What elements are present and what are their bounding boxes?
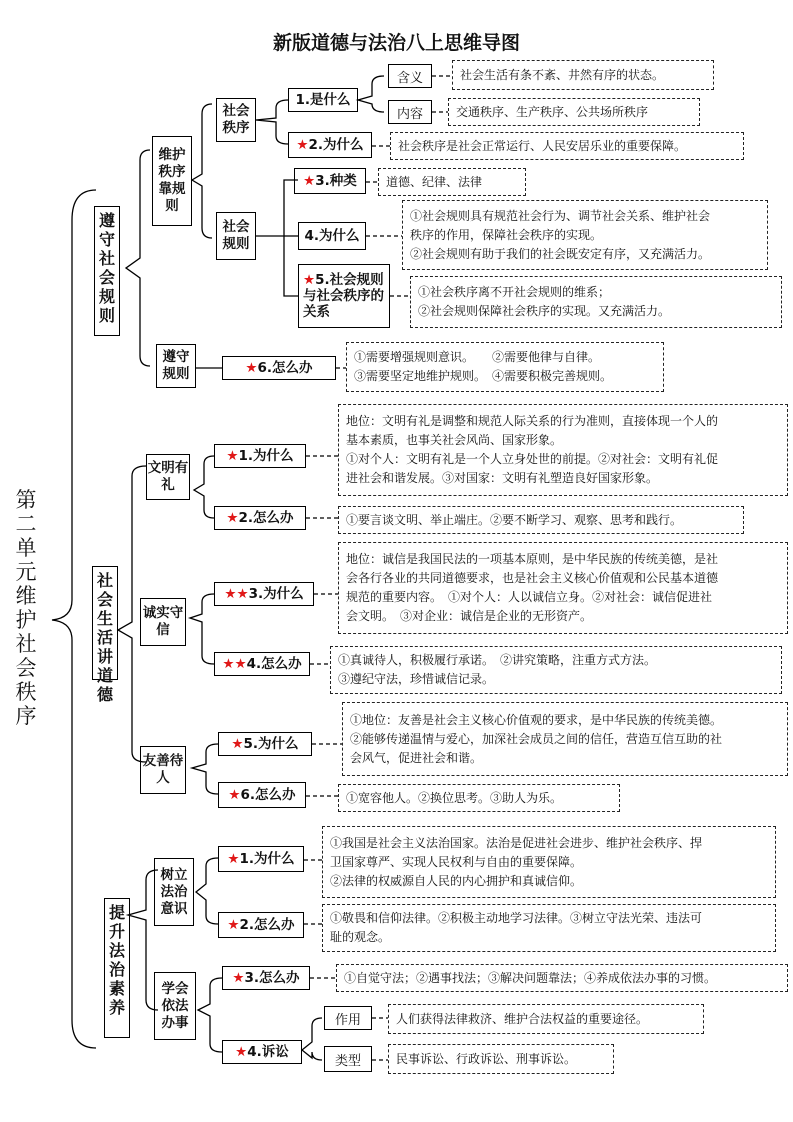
subgroup-social-order: 社会秩序: [216, 98, 256, 142]
detail-law-why: ①我国是社会主义法治国家。法治是促进社会进步、维护社会秩序、捍 卫国家尊严、实现人民权利与自由的重要保障。 ②法律的权威源自人民的内心拥护和真诚信仰。: [322, 826, 776, 898]
q-act-how: ★ 3.怎么办: [222, 966, 310, 990]
detail-relation: ①社会秩序离不开社会规则的维系； ②社会规则保障社会秩序的实现。又充满活力。: [410, 276, 782, 328]
detail-kindness-how: ①宽容他人。②换位思考。③助人为乐。: [338, 784, 620, 812]
section-obey-rules: 遵守社会规则: [94, 206, 120, 336]
detail-content: 交通秩序、生产秩序、公共场所秩序: [448, 98, 700, 126]
group-law-awareness: 树立法治意识: [154, 858, 194, 926]
q-kindness-why: ★ 5.为什么: [218, 732, 312, 756]
star-icon: ★: [231, 736, 244, 752]
label-meaning: 含义: [388, 64, 432, 88]
q-how-obey: ★ 6.怎么办: [222, 356, 336, 380]
group-order-by-rules: 维护秩序靠规则: [152, 136, 192, 226]
detail-civility-how: ①要言谈文明、举止端庄。②要不断学习、观察、思考和践行。: [338, 506, 744, 534]
q-relation: ★5.社会规则与社会秩序的关系: [298, 264, 390, 328]
group-obey-rules: 遵守规则: [156, 344, 196, 388]
label-content: 内容: [388, 100, 432, 124]
detail-meaning: 社会生活有条不紊、井然有序的状态。: [452, 60, 714, 90]
q-honesty-why: ★★ 3.为什么: [214, 582, 314, 606]
q-types: ★ 3.种类: [294, 168, 366, 194]
root-unit-label: 第二单元 维护社会秩序: [15, 488, 37, 728]
detail-rules-why: ①社会规则具有规范社会行为、调节社会关系、维护社会 秩序的作用，保障社会秩序的实现。 ②社会规则有助于我们的社会既安定有序，又充满活力。: [402, 200, 768, 270]
detail-types: 道德、纪律、法律: [378, 168, 526, 196]
star-icon: ★: [303, 173, 316, 189]
page-title: 新版道德与法治八上思维导图: [272, 32, 520, 54]
detail-act-how: ①自觉守法；②遇事找法；③解决问题靠法；④养成依法办事的习惯。: [336, 964, 788, 992]
q-why-order: ★ 2.为什么: [288, 132, 372, 158]
group-civility: 文明有礼: [146, 454, 190, 500]
detail-order-why: 社会秩序是社会正常运行、人民安居乐业的重要保障。: [390, 132, 744, 160]
q-what-is: 1.是什么: [288, 88, 358, 112]
star-icon: ★: [226, 510, 239, 526]
star-icon: ★: [226, 448, 239, 464]
detail-law-how: ①敬畏和信仰法律。②积极主动地学习法律。③树立守法光荣、违法可 耻的观念。: [322, 904, 776, 952]
label-function: 作用: [324, 1006, 372, 1030]
q-law-why: ★ 1.为什么: [218, 846, 304, 872]
star-icon: ★: [227, 917, 240, 933]
label-type: 类型: [324, 1046, 372, 1072]
detail-litigation-function: 人们获得法律救济、维护合法权益的重要途径。: [388, 1004, 704, 1034]
star-icon: ★: [296, 137, 309, 153]
detail-civility-why: 地位：文明有礼是调整和规范人际关系的行为准则，直接体现一个人的 基本素质，也事关社会风尚、国家形象。 ①对个人：文明有礼是一个人立身处世的前提。②对社会：文明有礼促 进社会和谐发展。③对国家：文明有礼塑造良好国家形象。: [338, 404, 788, 496]
star-icon: ★: [235, 1044, 248, 1060]
q-civility-why: ★ 1.为什么: [214, 444, 306, 468]
section-rule-of-law: 提升法治素养: [104, 898, 130, 1038]
detail-litigation-type: 民事诉讼、行政诉讼、刑事诉讼。: [388, 1044, 614, 1074]
detail-obey-how: ①需要增强规则意识。 ②需要他律与自律。 ③需要坚定地维护规则。 ④需要积极完善规则。: [346, 342, 664, 392]
group-kindness: 友善待人: [140, 746, 186, 794]
star-icon: ★: [227, 851, 240, 867]
q-litigation: ★ 4.诉讼: [222, 1040, 302, 1064]
section-social-morality: 社会生活讲道德: [92, 566, 118, 680]
detail-honesty-how: ①真诚待人，积极履行承诺。 ②讲究策略，注重方式方法。 ③遵纪守法，珍惜诚信记录。: [330, 646, 782, 694]
q-kindness-how: ★ 6.怎么办: [218, 782, 306, 808]
star-icon: ★: [245, 360, 258, 376]
q-why-rules: 4.为什么: [298, 222, 366, 250]
star-icon: ★: [232, 970, 245, 986]
subgroup-social-rules: 社会规则: [216, 212, 256, 260]
group-honesty: 诚实守信: [140, 598, 186, 646]
star-icon: ★: [228, 787, 241, 803]
star-icon: ★★: [224, 586, 249, 602]
detail-honesty-why: 地位：诚信是我国民法的一项基本原则，是中华民族的传统美德，是社 会各行各业的共同道德要求，也是社会主义核心价值观和公民基本道德 规范的重要内容。 ①对个人：人以诚信立身。②对社会：诚信促进社 会文明。 ③对企业：诚信是企业的无形资产。: [338, 542, 788, 634]
group-act-by-law: 学会依法办事: [154, 972, 196, 1040]
star-icon: ★: [303, 272, 316, 288]
detail-kindness-why: ①地位：友善是社会主义核心价值观的要求，是中华民族的传统美德。 ②能够传递温情与爱心，加深社会成员之间的信任，营造互信互助的社 会风气，促进社会和谐。: [342, 702, 788, 776]
q-honesty-how: ★★ 4.怎么办: [214, 652, 310, 676]
q-law-how: ★ 2.怎么办: [218, 912, 304, 938]
q-civility-how: ★ 2.怎么办: [214, 506, 306, 530]
star-icon: ★★: [222, 656, 247, 672]
